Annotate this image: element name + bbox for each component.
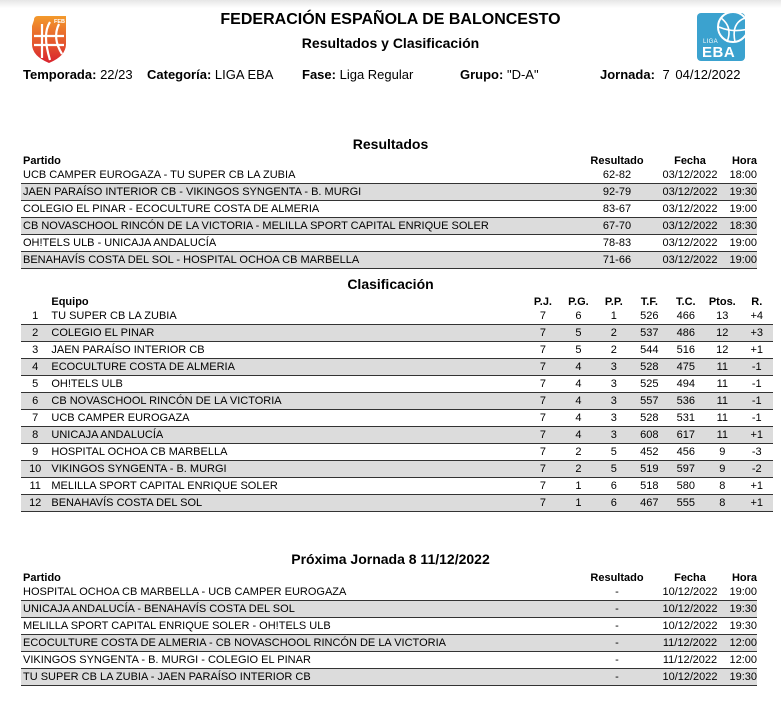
standing-tc: 580 (668, 478, 704, 495)
standing-pj: 7 (526, 342, 560, 359)
match-result: - (581, 618, 653, 635)
match-row (21, 618, 757, 635)
standing-row (21, 376, 773, 393)
standing-team: CB NOVASCHOOL RINCÓN DE LA VICTORIA (49, 393, 525, 410)
match-result: 67-70 (581, 218, 653, 235)
match-date: 11/12/2022 (653, 635, 727, 652)
match-time: 19:30 (727, 669, 757, 686)
grupo-info (460, 67, 539, 82)
match-row (21, 584, 757, 601)
svg-text:FEB: FEB (54, 19, 65, 25)
match-row (21, 218, 757, 235)
standing-tf: 557 (631, 393, 667, 410)
jornada-info (600, 67, 740, 82)
standing-pp: 5 (597, 444, 631, 461)
resultados-header-row (21, 155, 757, 167)
standing-ptos: 9 (704, 444, 740, 461)
standing-pp: 2 (597, 325, 631, 342)
standing-pos: 10 (21, 461, 49, 478)
match-result: 92-79 (581, 184, 653, 201)
match-row (21, 669, 757, 686)
match-result: 83-67 (581, 201, 653, 218)
page-subtitle: Resultados y Clasificación (301, 35, 480, 51)
match-row (21, 184, 757, 201)
top-shade (0, 0, 781, 8)
standing-pj: 7 (526, 444, 560, 461)
standing-ptos: 9 (704, 461, 740, 478)
col-resultado: Resultado (590, 155, 644, 167)
match-time: 19:00 (727, 584, 757, 601)
standing-team: ECOCULTURE COSTA DE ALMERIA (49, 359, 525, 376)
match-time: 19:00 (727, 235, 757, 252)
match-teams: JAEN PARAÍSO INTERIOR CB - VIKINGOS SYNGENTA - B. MURGI (21, 184, 581, 201)
standing-team: COLEGIO EL PINAR (49, 325, 525, 342)
match-row (21, 201, 757, 218)
standing-tf: 528 (631, 410, 667, 427)
standing-tc: 475 (668, 359, 704, 376)
standing-pj: 7 (526, 410, 560, 427)
standing-r: +4 (741, 308, 773, 325)
standing-pg: 2 (560, 444, 596, 461)
standing-pos: 6 (21, 393, 49, 410)
standing-team: VIKINGOS SYNGENTA - B. MURGI (49, 461, 525, 478)
match-row (21, 252, 757, 269)
standing-row (21, 342, 773, 359)
page-title: FEDERACIÓN ESPAÑOLA DE BALONCESTO (220, 11, 561, 28)
col-pp: P.P. (604, 296, 623, 308)
standing-team: TU SUPER CB LA ZUBIA (49, 308, 525, 325)
match-teams: HOSPITAL OCHOA CB MARBELLA - UCB CAMPER EUROGAZA (21, 584, 581, 601)
liga-label: LIGA (703, 39, 718, 45)
fase-info (302, 67, 413, 82)
standing-pos: 8 (21, 427, 49, 444)
standing-pp: 3 (597, 359, 631, 376)
standing-pp: 3 (597, 427, 631, 444)
col-equipo: Equipo (51, 296, 89, 308)
standing-tc: 617 (668, 427, 704, 444)
match-teams: TU SUPER CB LA ZUBIA - JAEN PARAÍSO INTERIOR CB (21, 669, 581, 686)
temporada-info (23, 67, 133, 82)
standing-pos: 9 (21, 444, 49, 461)
standing-team: UCB CAMPER EUROGAZA (49, 410, 525, 427)
match-row (21, 235, 757, 252)
standing-ptos: 13 (704, 308, 740, 325)
standing-tc: 516 (668, 342, 704, 359)
resultados-table (21, 155, 757, 269)
standing-tf: 518 (631, 478, 667, 495)
standing-pj: 7 (526, 478, 560, 495)
standing-r: -1 (741, 376, 773, 393)
standing-tf: 528 (631, 359, 667, 376)
standing-r: +1 (741, 478, 773, 495)
categoria-info (147, 67, 273, 82)
standing-tf: 452 (631, 444, 667, 461)
match-row (21, 167, 757, 184)
col-tf: T.F. (640, 296, 658, 308)
standing-team: JAEN PARAÍSO INTERIOR CB (49, 342, 525, 359)
standing-row (21, 410, 773, 427)
standing-row (21, 461, 773, 478)
jornada-date: 04/12/2022 (675, 67, 741, 82)
standing-pg: 1 (560, 495, 596, 512)
standing-r: -1 (741, 359, 773, 376)
match-date: 03/12/2022 (653, 218, 727, 235)
jornada-value: 7 (662, 67, 670, 82)
col-pos (21, 296, 49, 308)
standing-pj: 7 (526, 325, 560, 342)
standing-ptos: 12 (704, 342, 740, 359)
match-time: 19:00 (727, 201, 757, 218)
categoria-value: LIGA EBA (214, 67, 274, 82)
match-date: 03/12/2022 (653, 167, 727, 184)
match-result: - (581, 669, 653, 686)
resultados-title: Resultados (352, 136, 429, 152)
col-ptos: Ptos. (708, 296, 736, 308)
standing-r: +3 (741, 325, 773, 342)
jornada-label: Jornada: (600, 67, 655, 82)
standing-row (21, 427, 773, 444)
match-teams: MELILLA SPORT CAPITAL ENRIQUE SOLER - OH!TELS ULB (21, 618, 581, 635)
standing-tc: 597 (668, 461, 704, 478)
standing-pg: 6 (560, 308, 596, 325)
standing-pj: 7 (526, 376, 560, 393)
standing-ptos: 11 (704, 427, 740, 444)
standing-tf: 537 (631, 325, 667, 342)
standing-r: +1 (741, 342, 773, 359)
grupo-value: "D-A" (506, 67, 539, 82)
match-result: 71-66 (581, 252, 653, 269)
temporada-value: 22/23 (100, 67, 133, 82)
standing-row (21, 444, 773, 461)
standing-r: +1 (741, 427, 773, 444)
col-fecha: Fecha (674, 572, 706, 584)
match-teams: UNICAJA ANDALUCÍA - BENAHAVÍS COSTA DEL SOL (21, 601, 581, 618)
standing-ptos: 11 (704, 359, 740, 376)
match-result: - (581, 652, 653, 669)
match-row (21, 635, 757, 652)
col-r: R. (751, 296, 763, 308)
match-time: 19:30 (727, 601, 757, 618)
standing-pj: 7 (526, 308, 560, 325)
standing-pj: 7 (526, 495, 560, 512)
col-pg: P.G. (568, 296, 589, 308)
col-partido: Partido (23, 155, 61, 167)
col-pj: P.J. (533, 296, 552, 308)
standing-pos: 12 (21, 495, 49, 512)
standing-pj: 7 (526, 393, 560, 410)
standing-pg: 1 (560, 478, 596, 495)
standing-row (21, 359, 773, 376)
match-date: 10/12/2022 (653, 584, 727, 601)
standing-tc: 531 (668, 410, 704, 427)
col-hora: Hora (731, 572, 757, 584)
standing-pg: 4 (560, 427, 596, 444)
match-date: 03/12/2022 (653, 235, 727, 252)
standing-pos: 4 (21, 359, 49, 376)
temporada-label: Temporada: (23, 67, 97, 82)
match-row (21, 601, 757, 618)
standing-ptos: 12 (704, 325, 740, 342)
categoria-label: Categoría: (147, 67, 212, 82)
clasificacion-title: Clasificación (347, 276, 434, 292)
match-time: 12:00 (727, 635, 757, 652)
standing-tc: 466 (668, 308, 704, 325)
col-hora: Hora (731, 155, 757, 167)
match-teams: OH!TELS ULB - UNICAJA ANDALUCÍA (21, 235, 581, 252)
standing-pg: 4 (560, 393, 596, 410)
match-row (21, 652, 757, 669)
standing-pp: 3 (597, 376, 631, 393)
standing-pos: 5 (21, 376, 49, 393)
standing-r: -3 (741, 444, 773, 461)
standing-pos: 7 (21, 410, 49, 427)
standing-pos: 2 (21, 325, 49, 342)
standing-pp: 3 (597, 410, 631, 427)
standing-ptos: 11 (704, 410, 740, 427)
standing-team: MELILLA SPORT CAPITAL ENRIQUE SOLER (49, 478, 525, 495)
standing-team: UNICAJA ANDALUCÍA (49, 427, 525, 444)
standing-r: -2 (741, 461, 773, 478)
match-result: - (581, 584, 653, 601)
standing-pp: 3 (597, 393, 631, 410)
standing-pg: 5 (560, 342, 596, 359)
standing-pj: 7 (526, 427, 560, 444)
match-time: 18:30 (727, 218, 757, 235)
match-teams: VIKINGOS SYNGENTA - B. MURGI - COLEGIO EL PINAR (21, 652, 581, 669)
standing-tc: 486 (668, 325, 704, 342)
match-time: 18:00 (727, 167, 757, 184)
standing-pg: 5 (560, 325, 596, 342)
standing-r: +1 (741, 495, 773, 512)
standing-tc: 555 (668, 495, 704, 512)
match-result: - (581, 635, 653, 652)
standing-tf: 526 (631, 308, 667, 325)
standing-pos: 1 (21, 308, 49, 325)
match-result: - (581, 601, 653, 618)
match-teams: BENAHAVÍS COSTA DEL SOL - HOSPITAL OCHOA CB MARBELLA (21, 252, 581, 269)
match-result: 62-82 (581, 167, 653, 184)
standing-tf: 519 (631, 461, 667, 478)
standing-pos: 11 (21, 478, 49, 495)
standing-team: HOSPITAL OCHOA CB MARBELLA (49, 444, 525, 461)
fase-label: Fase: (302, 67, 336, 82)
match-date: 10/12/2022 (653, 618, 727, 635)
match-time: 19:00 (727, 252, 757, 269)
clasificacion-table (21, 296, 773, 512)
standing-pp: 6 (597, 495, 631, 512)
match-time: 19:30 (727, 184, 757, 201)
match-teams: COLEGIO EL PINAR - ECOCULTURE COSTA DE ALMERIA (21, 201, 581, 218)
standing-pos: 3 (21, 342, 49, 359)
clasificacion-header-row (21, 296, 773, 308)
match-date: 10/12/2022 (653, 669, 727, 686)
proxima-table (21, 572, 757, 686)
standing-row (21, 393, 773, 410)
match-teams: CB NOVASCHOOL RINCÓN DE LA VICTORIA - MELILLA SPORT CAPITAL ENRIQUE SOLER (21, 218, 581, 235)
standing-pp: 5 (597, 461, 631, 478)
proxima-header-row (21, 572, 757, 584)
standing-pg: 4 (560, 410, 596, 427)
match-date: 03/12/2022 (653, 184, 727, 201)
standing-row (21, 495, 773, 512)
match-date: 10/12/2022 (653, 601, 727, 618)
standing-ptos: 11 (704, 376, 740, 393)
match-time: 12:00 (727, 652, 757, 669)
standing-pp: 1 (597, 308, 631, 325)
fase-value: Liga Regular (339, 67, 414, 82)
standing-tf: 525 (631, 376, 667, 393)
match-date: 11/12/2022 (653, 652, 727, 669)
standing-ptos: 11 (704, 393, 740, 410)
proxima-title: Próxima Jornada 8 11/12/2022 (291, 551, 490, 567)
match-date: 03/12/2022 (653, 201, 727, 218)
standing-pp: 2 (597, 342, 631, 359)
standing-tc: 456 (668, 444, 704, 461)
standing-row (21, 308, 773, 325)
standing-row (21, 325, 773, 342)
standing-r: -1 (741, 393, 773, 410)
standing-pp: 6 (597, 478, 631, 495)
standing-pg: 4 (560, 359, 596, 376)
col-fecha: Fecha (674, 155, 706, 167)
standing-ptos: 8 (704, 478, 740, 495)
col-partido: Partido (23, 572, 61, 584)
standing-pj: 7 (526, 461, 560, 478)
col-resultado: Resultado (590, 572, 644, 584)
match-time: 19:30 (727, 618, 757, 635)
standing-pj: 7 (526, 359, 560, 376)
match-result: 78-83 (581, 235, 653, 252)
standing-tf: 467 (631, 495, 667, 512)
match-teams: UCB CAMPER EUROGAZA - TU SUPER CB LA ZUBIA (21, 167, 581, 184)
standing-pg: 2 (560, 461, 596, 478)
eba-label: EBA (702, 44, 736, 61)
standing-r: -1 (741, 410, 773, 427)
grupo-label: Grupo: (460, 67, 504, 82)
standing-team: OH!TELS ULB (49, 376, 525, 393)
standing-ptos: 8 (704, 495, 740, 512)
standing-row (21, 478, 773, 495)
match-date: 03/12/2022 (653, 252, 727, 269)
standing-tc: 494 (668, 376, 704, 393)
match-teams: ECOCULTURE COSTA DE ALMERIA - CB NOVASCHOOL RINCÓN DE LA VICTORIA (21, 635, 581, 652)
standing-team: BENAHAVÍS COSTA DEL SOL (49, 495, 525, 512)
col-tc: T.C. (676, 296, 696, 308)
standing-pg: 4 (560, 376, 596, 393)
standing-tc: 536 (668, 393, 704, 410)
standing-tf: 608 (631, 427, 667, 444)
standing-tf: 544 (631, 342, 667, 359)
